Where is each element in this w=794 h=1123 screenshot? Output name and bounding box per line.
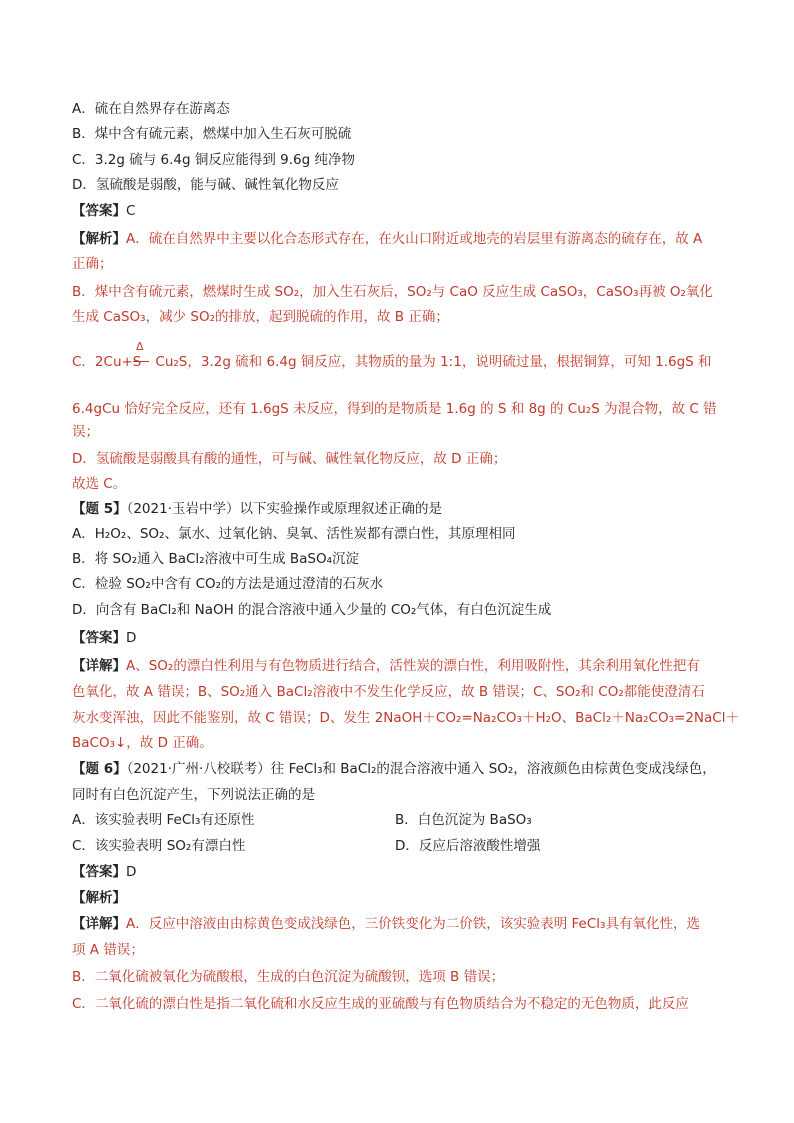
answer-label: 【答案】	[72, 203, 126, 219]
q5-option-b: B．将 SO₂通入 BaCl₂溶液中可生成 BaSO₄沉淀	[72, 551, 360, 567]
q6-options-row-2	[72, 836, 541, 856]
q4-analysis-c2: 6.4gCu 恰好完全反应，还有 1.6gS 未反应，得到的是物质是 1.6g 的 S 和 8g 的 Cu₂S 为混合物，故 C 错	[72, 401, 717, 417]
q6-answer-row	[72, 862, 136, 882]
q6-option-b: B．白色沉淀为 BaSO₃	[395, 812, 532, 828]
q4-analysis-c1	[72, 352, 712, 372]
detail-text: A、SO₂的漂白性利用与有色物质进行结合，活性炭的漂白性，利用吸附性，其余利用氧化性把有	[126, 658, 700, 674]
q4-analysis-a2: 正确；	[72, 256, 113, 272]
q5-stem	[72, 499, 442, 519]
analysis-label: 【解析】	[72, 890, 126, 906]
q6-detail-3: B．二氧化硫被氧化为硫酸根，生成的白色沉淀为硫酸钡，选项 B 错误；	[72, 969, 505, 985]
q4-option-a: A．硫在自然界存在游离态	[72, 101, 230, 117]
q5-answer-row	[72, 628, 136, 648]
heat-delta-symbol: Δ	[136, 340, 144, 353]
q4-analysis-end: 故选 C。	[72, 476, 127, 492]
q5-stem-text: （2021·玉岩中学）以下实验操作或原理叙述正确的是	[126, 501, 442, 517]
q6-detail-1	[72, 914, 700, 934]
detail-label: 【详解】	[72, 658, 126, 674]
answer-label: 【答案】	[72, 864, 126, 880]
q6-option-c: C．该实验表明 SO₂有漂白性	[72, 838, 246, 854]
equation-reactants: C．2Cu+S	[72, 354, 142, 370]
q6-options-row-1	[72, 810, 532, 830]
answer-value: D	[126, 864, 137, 880]
q6-stem-2: 同时有白色沉淀产生，下列说法正确的是	[72, 787, 315, 803]
q6-stem-1	[72, 759, 716, 779]
q5-detail-2: 色氧化，故 A 错误；B、SO₂通入 BaCl₂溶液中不发生化学反应，故 B 错误；C、SO₂和 CO₂都能使澄清石	[72, 684, 705, 700]
answer-value: C	[126, 203, 136, 219]
equation-text: Cu₂S，3.2g 硫和 6.4g 铜反应，其物质的量为 1:1，说明硫过量，根据铜算，可知 1.6gS 和	[155, 354, 712, 370]
q5-detail-1	[72, 656, 700, 676]
q6-analysis-label	[72, 888, 126, 908]
q4-option-d: D．氢硫酸是弱酸，能与碱、碱性氧化物反应	[72, 177, 339, 193]
q4-analysis-b1: B．煤中含有硫元素，燃煤时生成 SO₂，加入生石灰后，SO₂与 CaO 反应生成 CaSO₃，CaSO₃再被 O₂氧化	[72, 284, 713, 300]
answer-value: D	[126, 630, 137, 646]
q6-stem-text: （2021·广州·八校联考）往 FeCl₃和 BaCl₂的混合溶液中通入 SO₂，溶液颜色由棕黄色变成浅绿色，	[126, 761, 716, 777]
q5-option-d: D．向含有 BaCl₂和 NaOH 的混合溶液中通入少量的 CO₂气体，有白色沉淀生成	[72, 602, 552, 618]
answer-label: 【答案】	[72, 630, 126, 646]
analysis-text: A．硫在自然界中主要以化合态形式存在，在火山口附近或地壳的岩层里有游离态的硫存在，故 A	[126, 231, 703, 247]
detail-label: 【详解】	[72, 916, 126, 932]
q5-label: 【题 5】	[72, 501, 127, 517]
q4-analysis-d1: D．氢硫酸是弱酸具有酸的通性，可与碱、碱性氧化物反应，故 D 正确；	[72, 451, 507, 467]
q4-option-c: C．3.2g 硫与 6.4g 铜反应能得到 9.6g 纯净物	[72, 152, 355, 168]
q4-analysis-b2: 生成 CaSO₃，减少 SO₂的排放，起到脱硫的作用，故 B 正确；	[72, 309, 449, 325]
q5-option-c: C．检验 SO₂中含有 CO₂的方法是通过澄清的石灰水	[72, 576, 384, 592]
q5-option-a: A．H₂O₂、SO₂、氯水、过氧化钠、臭氧、活性炭都有漂白性，其原理相同	[72, 526, 516, 542]
q4-answer-row	[72, 201, 135, 221]
q6-detail-4: C．二氧化硫的漂白性是指二氧化硫和水反应生成的亚硫酸与有色物质结合为不稳定的无色物质，此反应	[72, 996, 689, 1012]
q4-analysis-a1	[72, 229, 702, 249]
analysis-label: 【解析】	[72, 231, 126, 247]
q6-label: 【题 6】	[72, 761, 127, 777]
q4-analysis-c3: 误；	[72, 424, 99, 440]
q5-detail-4: BaCO₃↓，故 D 正确。	[72, 735, 213, 751]
detail-text: A．反应中溶液由由棕黄色变成浅绿色，三价铁变化为二价铁，该实验表明 FeCl₃具有氧化性，选	[126, 916, 700, 932]
q4-option-b: B．煤中含有硫元素，燃煤中加入生石灰可脱硫	[72, 126, 352, 142]
q6-detail-2: 项 A 错误；	[72, 942, 144, 958]
q5-detail-3: 灰水变浑浊，因此不能鉴别，故 C 错误；D、发生 2NaOH＋CO₂=Na₂CO₃＋H₂O、BaCl₂＋Na₂CO₃=2NaCl＋	[72, 710, 739, 726]
q6-option-d: D．反应后溶液酸性增强	[395, 838, 541, 854]
q6-option-a: A．该实验表明 FeCl₃有还原性	[72, 812, 255, 828]
